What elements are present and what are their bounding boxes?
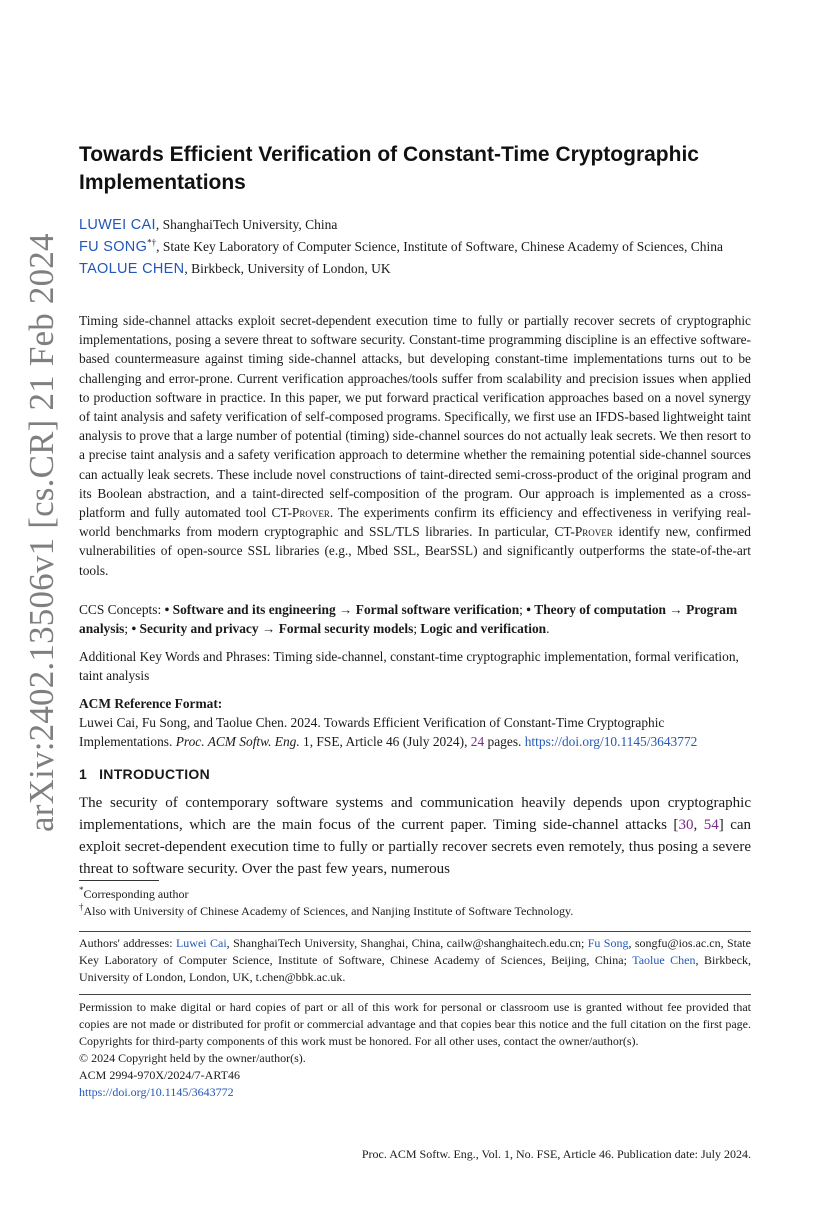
author-entry <box>79 258 751 280</box>
acm-reference-text: pages. <box>484 734 525 750</box>
ccs-bullet: • <box>131 621 137 637</box>
footnote-text: Corresponding author <box>83 887 189 901</box>
author-addresses <box>79 935 751 986</box>
doi-link[interactable]: https://doi.org/10.1145/3643772 <box>524 734 698 750</box>
author-entry <box>79 236 751 258</box>
address-text: , Birkbeck, University of London, London, UK, t.chen@bbk.ac.uk. <box>79 953 751 984</box>
permission-text: Permission to make digital or hard copies of part or all of this work for personal or classroom use is granted without fee provided that copies are not made or distributed for profit or commercial advantage and that copies bear this notice and the full citation on the first page. Copyrights for third-party components of this work must be honored. For all other uses, contact the owner/author(s). <box>79 1000 751 1048</box>
ccs-bullet: • <box>164 602 170 617</box>
author-address-link[interactable]: Taolue Chen <box>632 953 696 967</box>
citation-link[interactable]: 30 <box>678 817 694 833</box>
footnote-text: Also with University of Chinese Academy of Sciences, and Nanjing Institute of Software Technology. <box>83 904 574 918</box>
ccs-sep: ; <box>413 621 421 637</box>
ccs-sep: ; <box>124 621 132 637</box>
ccs-concept: Formal software verification <box>355 602 520 617</box>
abstract <box>79 311 751 580</box>
intro-paragraph <box>79 792 751 880</box>
ccs-concept: Formal security models <box>278 621 414 637</box>
page-count-link[interactable]: 24 <box>470 734 485 750</box>
address-text: , songfu@ios.ac.cn, State Key Laboratory of Computer Science, Institute of Software, Chinese Academy of Sciences, Beijing, China; <box>79 936 751 967</box>
author-affiliation: , State Key Laboratory of Computer Science, Institute of Software, Chinese Academy of Sciences, China <box>156 239 724 254</box>
abstract-text <box>79 311 751 580</box>
author-address-link[interactable]: Luwei Cai <box>175 936 227 950</box>
acm-reference <box>79 694 751 752</box>
author-entry <box>79 214 751 236</box>
ccs-concept: Theory of computation <box>534 602 666 617</box>
ccs-sep: ; <box>519 602 527 617</box>
abstract-part: identify new, confirmed vulnerabilities of open-source SSL libraries (e.g., Mbed SSL, BearSSL) and significantly outperforms the state-of-the-art tools. <box>79 524 751 578</box>
ccs-concepts <box>79 600 751 638</box>
ccs-concept: Program analysis <box>79 602 738 637</box>
ccs-bullet: • <box>526 602 531 617</box>
section-number: 1 <box>79 766 88 782</box>
author-list <box>79 214 751 280</box>
section-title: INTRODUCTION <box>99 766 211 782</box>
keywords: Additional Key Words and Phrases: Timing side-channel, constant-time cryptographic implementation, formal verification, taint analysis <box>79 649 739 684</box>
intro-text: The security of contemporary software systems and communication heavily depends upon cryptographic implementations, which are the main focus of the current paper. Timing side-channel attacks [ <box>79 795 751 833</box>
tool-name: Prover <box>574 524 613 540</box>
ccs-concept: Software and its engineering <box>172 602 336 617</box>
footnote <box>79 886 751 903</box>
intro-body <box>79 792 751 880</box>
ccs-arrow: → <box>669 602 683 617</box>
abstract-part: Timing side-channel attacks exploit secret-dependent execution time to fully or partially recover secrets of cryptographic implementations, posing a severe threat to software security. Constant-time programming discipline is an effective software-based countermeasure against timing side-channel attacks, but developing constant-time implementations turns out to be challenging and error-prone. Current verification approaches/tools suffer from scalability and precision issues when applied to production software in practice. In this paper, we put forward practical verification approaches based on a novel synergy of taint analysis and safety verification of self-composed programs. Specifically, we first use an IFDS-based lightweight taint analysis to prove that a large number of potential (timing) side-channel sources do not actually leak secrets. We then resort to a precise taint analysis and a safety verification approach to determine whether the remaining potential side-channel sources can actually leak secrets. These include novel constructions of taint-directed semi-cross-product of the original program and its Boolean abstraction, and a taint-directed self-composition of the program. Our approach is implemented as a cross-platform and fully automated tool CT- <box>79 313 751 521</box>
paper-title: Towards Efficient Verification of Constant-Time Cryptographic Implementations <box>79 143 699 194</box>
acm-reference-text: Luwei Cai, Fu Song, and Taolue Chen. 2024. Towards Efficient Verification of Constant-Time Cryptographic Implementations. <box>79 715 665 750</box>
footnote-mark: * <box>79 885 84 895</box>
ccs-concept: Security and privacy <box>139 621 259 637</box>
footnote-mark: † <box>79 902 84 912</box>
ccs-concept: Logic and verification <box>420 621 547 637</box>
author-name-link[interactable]: FU SONG <box>79 239 148 255</box>
address-text: , ShanghaiTech University, Shanghai, China, cailw@shanghaitech.edu.cn; <box>226 936 588 950</box>
addresses-label: Authors' addresses: <box>79 936 176 950</box>
page-footer: Proc. ACM Softw. Eng., Vol. 1, No. FSE, Article 46. Publication date: July 2024. <box>361 1147 751 1161</box>
intro-text: ] can exploit secret-dependent execution time to fully or partially recover secrets even remotely, thus posing a severe threat to software security. Over the past few years, numerous <box>79 817 752 877</box>
author-name-link[interactable]: TAOLUE CHEN <box>79 261 185 277</box>
ccs-arrow: → <box>261 621 276 637</box>
abstract-part: . The experiments confirm its efficiency and effectiveness in verifying real-world benchmarks from modern cryptographic and SSL/TLS libraries. In particular, CT- <box>79 505 751 540</box>
citation-sep: , <box>693 817 704 833</box>
acm-reference-text: 1, FSE, Article 46 (July 2024), <box>299 734 471 750</box>
citation-link[interactable]: 54 <box>703 817 719 833</box>
footnote <box>79 903 751 920</box>
footnotes <box>79 886 751 920</box>
author-name-link[interactable]: LUWEI CAI <box>79 217 156 233</box>
ccs-label: CCS Concepts: <box>79 602 165 617</box>
arxiv-side-stamp: arXiv:2402.13506v1 [cs.CR] 21 Feb 2024 <box>22 233 61 832</box>
acm-reference-heading: ACM Reference Format: <box>79 696 223 711</box>
author-marks: *† <box>147 237 157 248</box>
doi-link[interactable]: https://doi.org/10.1145/3643772 <box>79 1085 234 1099</box>
divider <box>79 931 751 932</box>
ccs-end: . <box>546 621 550 637</box>
footnote-rule <box>79 880 159 881</box>
author-affiliation: , Birkbeck, University of London, UK <box>184 261 391 276</box>
author-affiliation: , ShanghaiTech University, China <box>155 217 338 232</box>
journal-name: Proc. ACM Softw. Eng. <box>175 734 300 750</box>
section-heading <box>79 766 210 782</box>
permission-notice <box>79 999 751 1101</box>
author-address-link[interactable]: Fu Song <box>587 936 629 950</box>
tool-name: Prover <box>291 505 330 521</box>
divider <box>79 994 751 995</box>
copyright-line: © 2024 Copyright held by the owner/author(s). <box>79 1051 306 1065</box>
issn-line: ACM 2994-970X/2024/7-ART46 <box>79 1068 240 1082</box>
ccs-arrow: → <box>339 602 353 617</box>
